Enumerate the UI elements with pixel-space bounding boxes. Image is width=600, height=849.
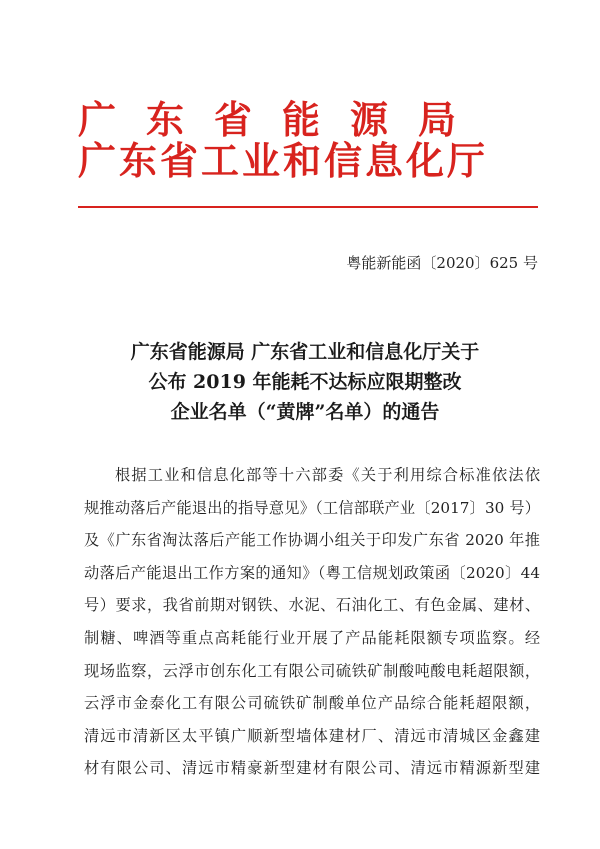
body-line: 现场监察，云浮市创东化工有限公司硫铁矿制酸吨酸电耗超限额， (84, 661, 540, 680)
issuing-org-industry-department: 广东省工业和信息化厅 (78, 138, 489, 183)
notice-title-line-1: 广东省能源局 广东省工业和信息化厅关于 (130, 341, 480, 363)
body-line: 根据工业和信息化部等十六部委《关于利用综合标准依法依 (115, 466, 540, 484)
body-line: 及《广东省淘汰落后产能工作协调小组关于印发广东省 2020 年推 (84, 531, 540, 550)
body-line: 制糖、啤酒等重点高耗能行业开展了产品能耗限额专项监察。经 (84, 628, 540, 647)
notice-title-line-2: 公布 2019 年能耗不达标应限期整改 (148, 371, 462, 393)
issuing-org-energy-bureau: 广东省能源局 (78, 97, 487, 142)
notice-body (84, 459, 540, 785)
red-divider-line (78, 206, 538, 208)
body-line: 号）要求，我省前期对钢铁、水泥、石油化工、有色金属、建材、 (84, 596, 540, 615)
body-line: 动落后产能退出工作方案的通知》（粤工信规划政策函〔2020〕44 (84, 563, 540, 582)
notice-title-line-3: 企业名单（“黄牌”名单）的通告 (170, 401, 440, 423)
document-number: 粤能新能函〔2020〕625 号 (346, 254, 538, 272)
body-line: 清远市清新区太平镇广顺新型墙体建材厂、清远市清城区金鑫建 (84, 726, 540, 745)
body-line: 云浮市金泰化工有限公司硫铁矿制酸单位产品综合能耗超限额， (84, 694, 540, 713)
body-line: 材有限公司、清远市精豪新型建材有限公司、清远市精源新型建 (84, 759, 540, 778)
body-line: 规推动落后产能退出的指导意见》（工信部联产业〔2017〕30 号） (84, 498, 540, 517)
